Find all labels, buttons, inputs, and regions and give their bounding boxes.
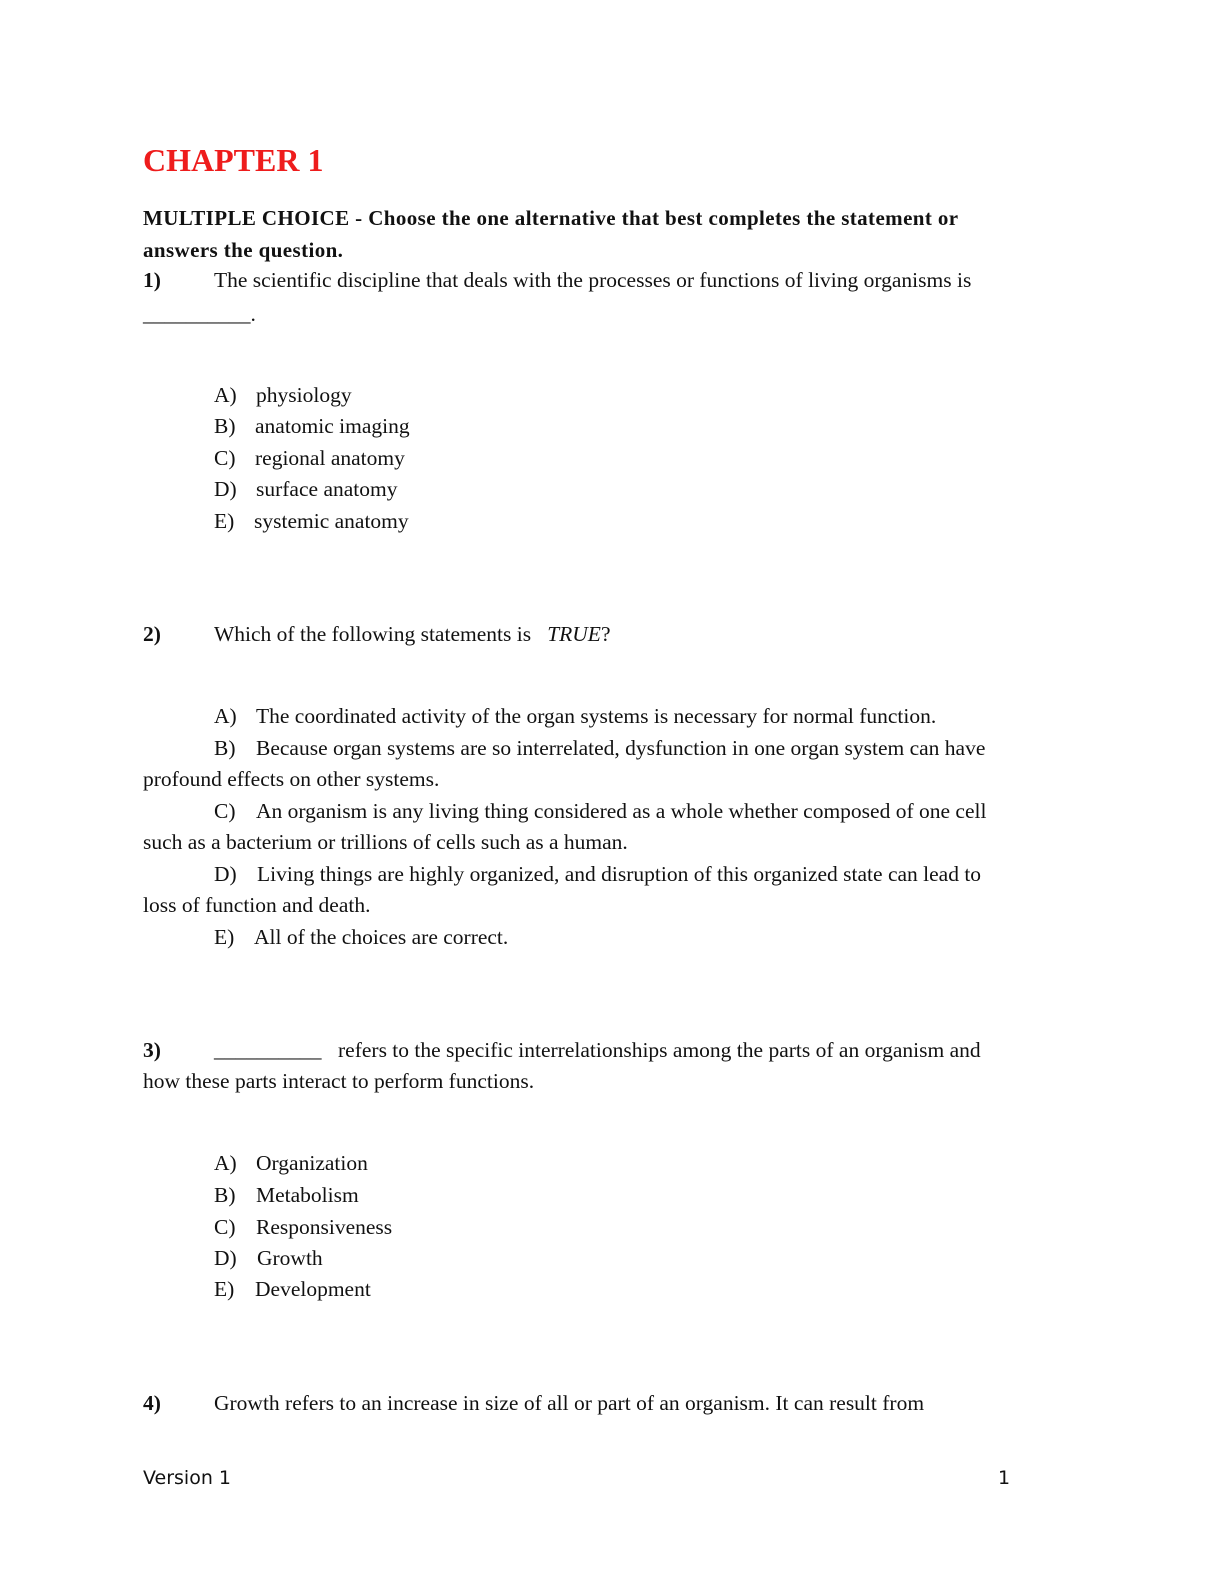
option-text-continued: profound effects on other systems. xyxy=(143,767,440,791)
question-text-continued: __________. xyxy=(143,302,256,326)
option-letter: B) xyxy=(214,736,236,760)
option-letter: C) xyxy=(214,799,236,823)
option-letter: A) xyxy=(214,1151,237,1175)
answer-blank: __________ xyxy=(214,1038,322,1062)
question-text: Which of the following statements is TRUE? xyxy=(214,622,611,646)
question-text: The scientific discipline that deals with the processes or functions of living organisms is xyxy=(214,268,972,292)
option-letter: D) xyxy=(214,1246,237,1270)
instructions-line-2: answers the question. xyxy=(143,238,344,262)
option-letter: B) xyxy=(214,414,236,438)
footer-page-number: 1 xyxy=(998,1467,1011,1489)
option-letter: B) xyxy=(214,1183,236,1207)
footer-version: Version 1 xyxy=(143,1467,231,1489)
chapter-title: CHAPTER 1 xyxy=(143,142,324,178)
question-text: Growth refers to an increase in size of all or part of an organism. It can result from xyxy=(214,1391,925,1415)
option-letter: D) xyxy=(214,862,237,886)
option-text-continued: loss of function and death. xyxy=(143,893,371,917)
option-text: regional anatomy xyxy=(255,446,405,470)
option-text: Development xyxy=(255,1277,371,1301)
option-letter: A) xyxy=(214,704,237,728)
option-letter: A) xyxy=(214,383,237,407)
option-text: An organism is any living thing considered as a whole whether composed of one cell xyxy=(256,799,987,823)
option-text: Because organ systems are so interrelated, dysfunction in one organ system can have xyxy=(256,736,986,760)
option-text: The coordinated activity of the organ systems is necessary for normal function. xyxy=(256,704,937,728)
option-text: Organization xyxy=(256,1151,368,1175)
option-letter: D) xyxy=(214,477,237,501)
question-number: 4) xyxy=(143,1391,161,1415)
question-number: 2) xyxy=(143,622,161,646)
option-letter: E) xyxy=(214,925,235,949)
answer-blank: __________ xyxy=(143,302,251,326)
option-letter: E) xyxy=(214,509,235,533)
option-letter: E) xyxy=(214,1277,235,1301)
question-text: refers to the specific interrelationships among the parts of an organism and xyxy=(338,1038,981,1062)
option-text: Responsiveness xyxy=(256,1215,393,1239)
option-text-continued: such as a bacterium or trillions of cells such as a human. xyxy=(143,830,628,854)
emphasis-true: TRUE xyxy=(547,622,601,646)
option-letter: C) xyxy=(214,1215,236,1239)
option-text: surface anatomy xyxy=(256,477,398,501)
question-text-continued: how these parts interact to perform functions. xyxy=(143,1069,535,1093)
question-number: 1) xyxy=(143,268,161,292)
option-letter: C) xyxy=(214,446,236,470)
option-text: All of the choices are correct. xyxy=(254,925,509,949)
instructions-line-1: MULTIPLE CHOICE - Choose the one alternative that best completes the statement or xyxy=(143,206,959,230)
option-text: Metabolism xyxy=(256,1183,359,1207)
option-text: physiology xyxy=(256,383,352,407)
option-text: Growth xyxy=(257,1246,323,1270)
option-text: anatomic imaging xyxy=(255,414,410,438)
question-number: 3) xyxy=(143,1038,161,1062)
option-text: Living things are highly organized, and disruption of this organized state can lead to xyxy=(257,862,982,886)
option-text: systemic anatomy xyxy=(254,509,409,533)
